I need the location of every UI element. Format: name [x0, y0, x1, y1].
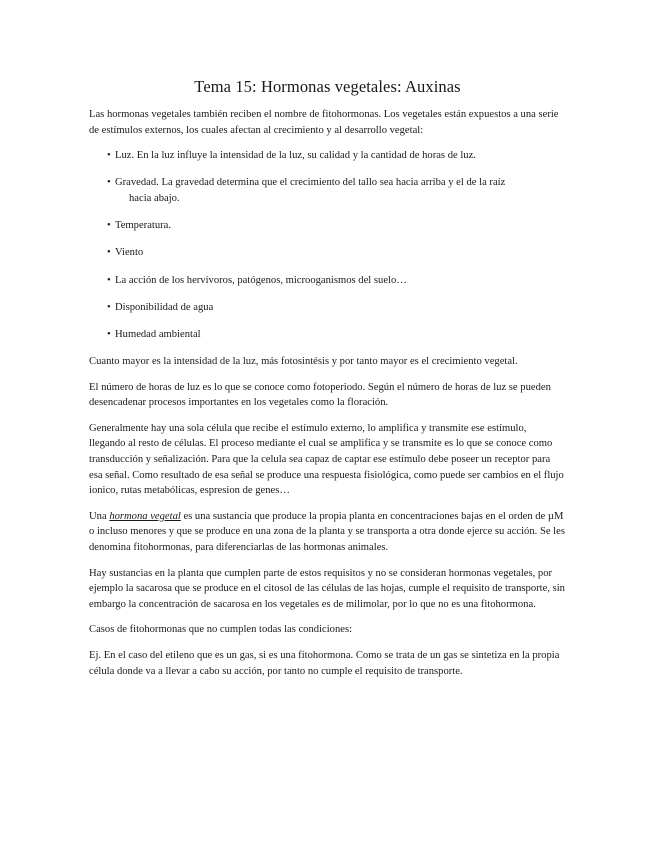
list-item [89, 273, 565, 289]
list-item-text: La acción de los hervívoros, patógenos, microoganismos del suelo… [115, 274, 407, 286]
list-item-text: Luz. En la luz influye la intensidad de la luz, su calidad y la cantidad de horas de luz. [115, 150, 476, 162]
text-segment: es una sustancia que produce la propia planta en concentraciones bajas en el orden de µM o incluso menores y que se produce en una zona de la planta y se transporta a otra donde ejerce su acción. Se les denomina fitohormonas, para diferenciarlas de las hormonas animales. [89, 510, 565, 554]
page-title: Tema 15: Hormonas vegetales: Auxinas [194, 77, 461, 96]
paragraph-hormone-definition [89, 509, 565, 556]
list-item [89, 300, 565, 316]
paragraph-ethylene-example: Ej. En el caso del etileno que es un gas, si es una fitohormona. Como se trata de un gas se sintetiza en la propia célula donde va a llevar a cabo su acción, por tanto no cumple el requisito de transporte. [89, 650, 560, 677]
text-segment: Una [89, 510, 110, 522]
bullet-icon: • [107, 301, 111, 313]
list-item [89, 327, 565, 343]
paragraph-exceptions-heading: Casos de fitohormonas que no cumplen todas las condiciones: [89, 624, 353, 636]
list-item [89, 175, 565, 206]
bullet-icon: • [107, 150, 111, 162]
list-item-text: Gravedad. La gravedad determina que el crecimiento del tallo sea hacia arriba y el de la raíz [115, 177, 506, 189]
list-item-text: Humedad ambiental [115, 328, 201, 340]
list-item-text: Viento [115, 247, 144, 259]
paragraph-photoperiod: El número de horas de luz es lo que se conoce como fotoperiodo. Según el número de horas de luz se pueden desencadenar procesos importantes en los vegetales como la floración. [89, 381, 551, 409]
list-item-text: Disponibilidad de agua [115, 301, 214, 313]
list-item [89, 148, 565, 164]
stimuli-list [89, 148, 565, 342]
list-item-continuation: hacia abajo. [129, 192, 180, 204]
document-body [89, 107, 565, 689]
paragraph-sucrose: Hay sustancias en la planta que cumplen parte de estos requisitos y no se consideran hormonas vegetales, por ejemplo la sacarosa que se produce en el citosol de las células de las hojas, cumple el requisito de transporte, sin embargo la concentración de sacarosa en los vegetales es de milimolar, por lo que no es una fitohormona. [89, 567, 565, 610]
paragraph-light-intensity: Cuanto mayor es la intensidad de la luz, más fotosintésis y por tanto mayor es el crecimiento vegetal. [89, 356, 518, 368]
paragraph-transduction: Generalmente hay una sola célula que recibe el estímulo externo, lo amplifica y transmite ese estímulo, llegando al resto de células. El proceso mediante el cual se amplifica y se transmite es lo que se conoce como transducción y señalización. Para que la celula sea capaz de captar ese estímulo debe poseer un receptor para esa señal. Como resultado de esa señal se produce una respuesta fisiológica, como puede ser cambios en el flujo ionico, rutas metabólicas, espresion de genes… [89, 422, 564, 497]
bullet-icon: • [107, 177, 111, 189]
bullet-icon: • [107, 247, 111, 259]
list-item [89, 245, 565, 261]
intro-paragraph: Las hormonas vegetales también reciben el nombre de fitohormonas. Los vegetales están expuestos a una serie de estímulos externos, los cuales afectan al crecimiento y al desarrollo vegetal: [89, 109, 559, 136]
highlighted-term-link[interactable]: hormona vegetal [109, 510, 181, 522]
bullet-icon: • [107, 328, 111, 340]
bullet-icon: • [107, 274, 111, 286]
bullet-icon: • [107, 220, 111, 232]
list-item-text: Temperatura. [115, 220, 172, 232]
list-item [89, 218, 565, 234]
